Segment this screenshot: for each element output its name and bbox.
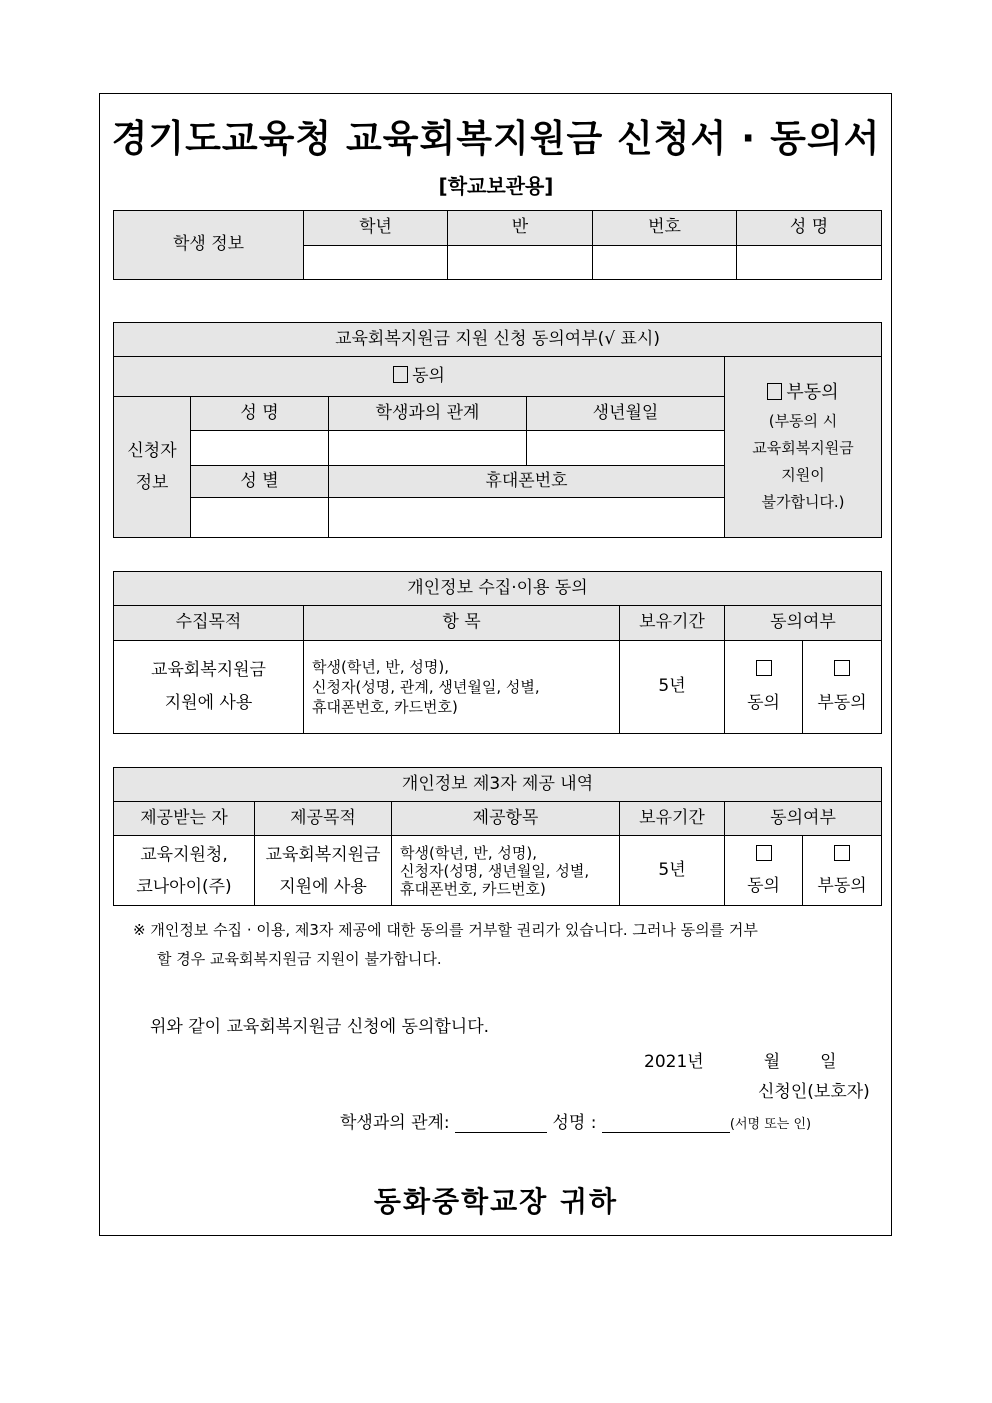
header-purpose: 수집목적 — [114, 606, 304, 641]
items-cell: 학생(학년, 반, 성명), 신청자(성명, 생년월일, 성별, 휴대폰번호, 카드번호) — [392, 836, 620, 906]
date-line — [644, 1047, 837, 1072]
disagree-option[interactable] — [725, 357, 882, 538]
relation-label: 학생과의 관계: — [340, 1113, 450, 1133]
header-gender: 성 별 — [191, 466, 329, 498]
recipient-cell: 교육지원청, 코나아이(주) — [114, 836, 255, 906]
items-cell: 학생(학년, 반, 성명), 신청자(성명, 관계, 생년월일, 성별, 휴대폰번호, 카드번호) — [304, 641, 620, 734]
consent-table — [113, 322, 882, 538]
header-consent: 동의여부 — [725, 802, 882, 836]
purpose-cell: 교육회복지원금 지원에 사용 — [255, 836, 392, 906]
disagree-note: 지원이 — [781, 465, 825, 484]
privacy-agree-option[interactable]: 동의 — [725, 641, 803, 734]
disagree-note: (부동의 시 — [768, 411, 838, 430]
form-subtitle: [학교보관용] — [438, 174, 554, 198]
notice: ※ 개인정보 수집 · 이용, 제3자 제공에 대한 동의를 거부할 권리가 있습니다. 그러나 동의를 거부 할 경우 교육회복지원금 지원이 불가합니다. — [133, 921, 758, 968]
third-party-table — [113, 767, 882, 906]
class-field[interactable] — [448, 246, 593, 280]
name-label: 성명 : — [552, 1113, 597, 1133]
checkbox-icon[interactable] — [834, 660, 850, 676]
privacy-title: 개인정보 수집·이용 동의 — [114, 572, 882, 606]
number-field[interactable] — [593, 246, 737, 280]
purpose-cell: 교육회복지원금 지원에 사용 — [114, 641, 304, 734]
third-party-title: 개인정보 제3자 제공 내역 — [114, 768, 882, 802]
applicant-name-field[interactable] — [191, 431, 329, 466]
grade-field[interactable] — [304, 246, 448, 280]
disagree-note: 불가합니다.) — [761, 492, 845, 511]
header-items: 항 목 — [304, 606, 620, 641]
checkbox-icon[interactable] — [756, 845, 772, 861]
phone-field[interactable] — [329, 498, 725, 538]
checkbox-icon[interactable] — [756, 660, 772, 676]
disagree-note: 교육회복지원금 — [752, 438, 854, 457]
signature-input[interactable] — [602, 1116, 730, 1133]
header-period: 보유기간 — [620, 606, 725, 641]
period-cell: 5년 — [620, 836, 725, 906]
student-info-label: 학생 정보 — [114, 211, 304, 280]
third-party-agree-option[interactable]: 동의 — [725, 836, 803, 906]
consent-statement: 위와 같이 교육회복지원금 신청에 동의합니다. — [150, 1017, 490, 1037]
checkbox-icon[interactable] — [393, 366, 408, 383]
header-class: 반 — [448, 211, 593, 246]
header-grade: 학년 — [304, 211, 448, 246]
applicant-label: 신청인(보호자) — [758, 1082, 870, 1102]
header-number: 번호 — [593, 211, 737, 246]
relation-field[interactable] — [329, 431, 527, 466]
gender-field[interactable] — [191, 498, 329, 538]
date-day: 일 — [820, 1052, 837, 1072]
header-birthdate: 생년월일 — [527, 397, 725, 431]
signature-line — [340, 1108, 811, 1133]
period-cell: 5년 — [620, 641, 725, 734]
privacy-disagree-option[interactable]: 부동의 — [803, 641, 882, 734]
header-applicant-name: 성 명 — [191, 397, 329, 431]
form-title: 경기도교육청 교육회복지원금 신청서 · 동의서 — [111, 117, 881, 160]
header-period: 보유기간 — [620, 802, 725, 836]
date-month: 월 — [763, 1052, 781, 1072]
date-year: 2021년 — [644, 1052, 704, 1072]
header-relation: 학생과의 관계 — [329, 397, 527, 431]
agree-option[interactable] — [114, 357, 725, 397]
agree-label: 동의 — [412, 365, 445, 386]
disagree-label: 부동의 — [786, 381, 839, 403]
header-consent: 동의여부 — [725, 606, 882, 641]
header-recipient: 제공받는 자 — [114, 802, 255, 836]
relation-input[interactable] — [455, 1116, 547, 1133]
checkbox-icon[interactable] — [834, 845, 850, 861]
applicant-info-label: 신청자 정보 — [114, 397, 191, 538]
addressee: 동화중학교장 귀하 — [373, 1185, 619, 1218]
third-party-disagree-option[interactable]: 부동의 — [803, 836, 882, 906]
header-purpose: 제공목적 — [255, 802, 392, 836]
student-info-table — [113, 210, 882, 280]
birthdate-field[interactable] — [527, 431, 725, 466]
privacy-table — [113, 571, 882, 734]
checkbox-icon[interactable] — [767, 383, 782, 400]
header-items: 제공항목 — [392, 802, 620, 836]
consent-title: 교육회복지원금 지원 신청 동의여부(√ 표시) — [114, 323, 882, 357]
name-field[interactable] — [737, 246, 882, 280]
header-name: 성 명 — [737, 211, 882, 246]
header-phone: 휴대폰번호 — [329, 466, 725, 498]
sign-note: (서명 또는 인) — [729, 1117, 812, 1132]
